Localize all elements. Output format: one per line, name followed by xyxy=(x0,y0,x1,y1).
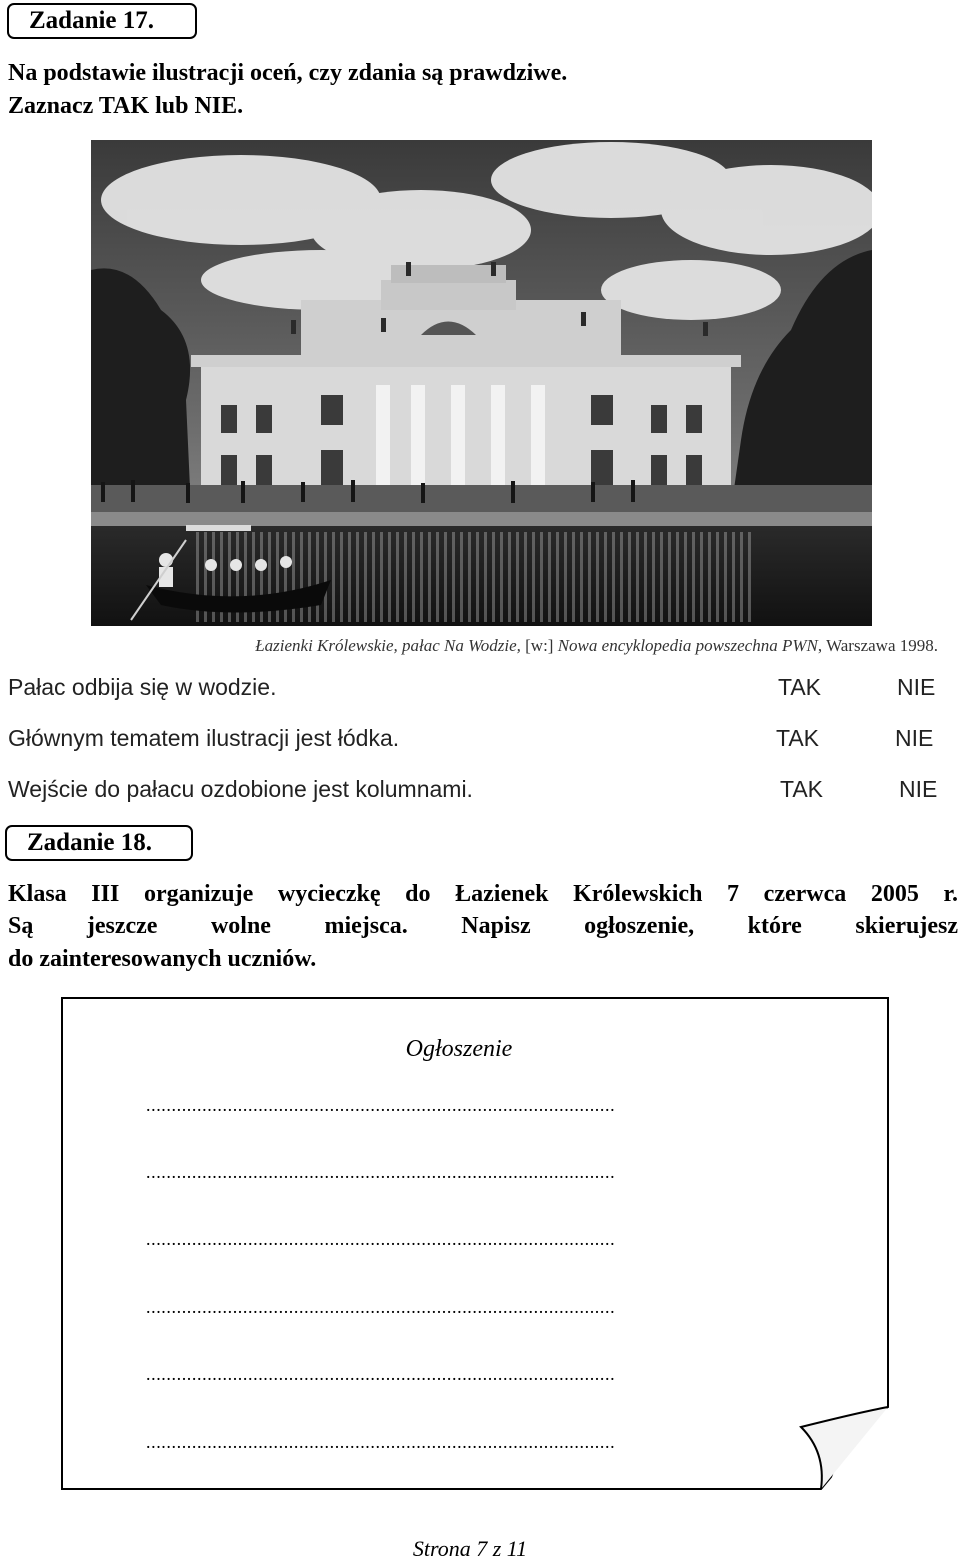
task-17-label-text: Zadanie 17. xyxy=(29,7,155,34)
notice-line-4[interactable]: ............................................................................................ xyxy=(146,1297,616,1317)
caption-in: [w:] xyxy=(520,636,558,655)
notice-line-5[interactable]: ............................................................................................ xyxy=(146,1364,616,1384)
caption-source: Nowa encyklopedia powszechna PWN xyxy=(557,636,818,655)
task-17-label xyxy=(7,3,197,39)
statement-2-nie[interactable]: NIE xyxy=(895,725,934,751)
notice-title: Ogłoszenie xyxy=(405,1036,513,1062)
task-18-label xyxy=(5,825,193,861)
task-18-label-text: Zadanie 18. xyxy=(27,829,153,856)
task-17-instruction-2: Zaznacz TAK lub NIE. xyxy=(8,93,244,119)
notice-line-3[interactable]: ............................................................................................ xyxy=(146,1229,616,1249)
caption-title: Łazienki Królewskie, pałac Na Wodzie, xyxy=(255,636,521,655)
statement-1-text: Pałac odbija się w wodzie. xyxy=(8,674,277,700)
notice-line-6[interactable]: ............................................................................................ xyxy=(146,1432,616,1452)
notice-line-2[interactable]: ............................................................................................ xyxy=(146,1162,616,1182)
statement-3-text: Wejście do pałacu ozdobione jest kolumnami. xyxy=(8,776,473,802)
statement-2-tak[interactable]: TAK xyxy=(776,725,820,751)
statement-1-tak[interactable]: TAK xyxy=(778,674,822,700)
caption-place-year: , Warszawa 1998. xyxy=(817,636,938,655)
statement-3-tak[interactable]: TAK xyxy=(780,776,824,802)
task-17-instruction-1: Na podstawie ilustracji oceń, czy zdania są prawdziwe. xyxy=(8,60,568,86)
statement-2-text: Głównym tematem ilustracji jest łódka. xyxy=(8,725,400,751)
page-number: Strona 7 z 11 xyxy=(412,1536,528,1561)
task-18-line-1: Klasa III organizuje wycieczkę do Łazienek Królewskich 7 czerwca 2005 r. xyxy=(8,881,958,907)
task-18-line-2: Są jeszcze wolne miejsca. Napisz ogłoszenie, które skierujesz xyxy=(8,913,958,939)
statement-3-nie[interactable]: NIE xyxy=(899,776,938,802)
palace-photo xyxy=(91,140,872,626)
photo-caption xyxy=(0,636,960,656)
task-18-line-3: do zainteresowanych uczniów. xyxy=(8,946,317,972)
notice-line-1[interactable]: ............................................................................................ xyxy=(146,1095,616,1115)
statement-1-nie[interactable]: NIE xyxy=(897,674,936,700)
